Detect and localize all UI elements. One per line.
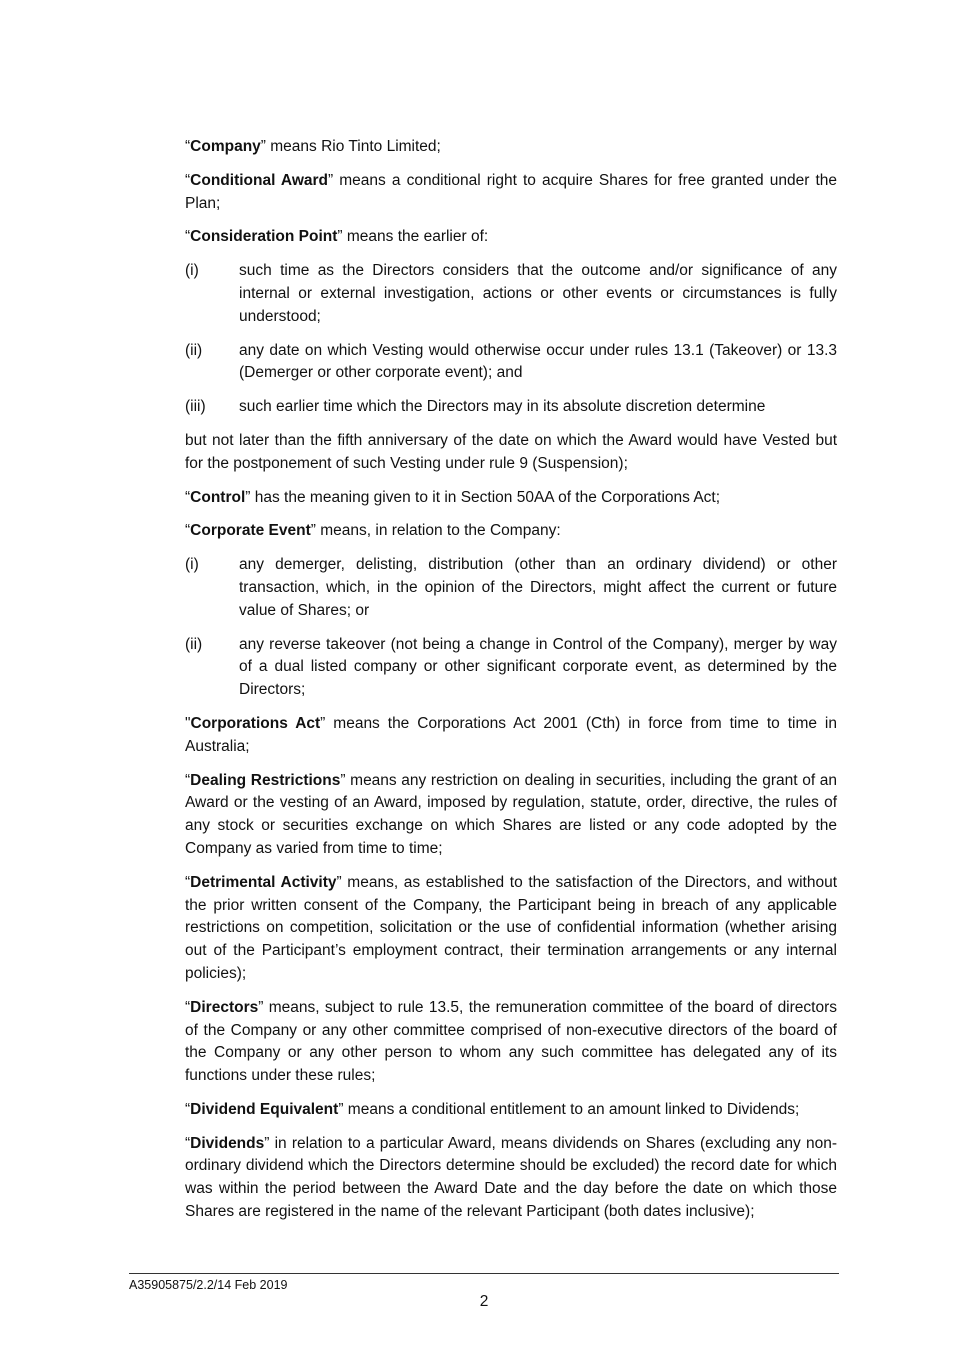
list-item bbox=[185, 260, 837, 328]
term: Consideration Point bbox=[190, 228, 338, 246]
definition-dealing-restrictions: “Dealing Restrictions” means any restriction on dealing in securities, including the grant of an Award or the vesting of an Award, imposed by regulation, statute, order, directive, the rules of any stock or securities exchange on which Shares are listed or any code adopted by the Company as varied from time to time; bbox=[185, 771, 837, 857]
list-text: any date on which Vesting would otherwise occur under rules 13.1 (Takeover) or 13.3 (Demerger or other corporate event); and bbox=[239, 341, 837, 382]
term: Corporations Act bbox=[190, 714, 321, 732]
definition-directors: “Directors” means, subject to rule 13.5, the remuneration committee of the board of directors of the Company or any other committee comprised of non-executive directors of the board of the Company or any other person to whom any such committee has delegated any of its functions under these rules; bbox=[185, 998, 837, 1085]
list-number: (i) bbox=[185, 556, 199, 574]
definition-corporate-event: “Corporate Event” means, in relation to the Company: bbox=[185, 522, 561, 540]
definition-dividend-equivalent: “Dividend Equivalent” means a conditional entitlement to an amount linked to Dividends; bbox=[185, 1100, 800, 1118]
document-reference: A35905875/2.2/14 Feb 2019 bbox=[129, 1278, 288, 1292]
list-item bbox=[185, 634, 837, 702]
definition-conditional-award: “Conditional Award” means a conditional right to acquire Shares for free granted under the Plan; bbox=[185, 171, 838, 212]
term: Dealing Restrictions bbox=[190, 771, 341, 789]
term: Dividend Equivalent bbox=[190, 1100, 339, 1118]
term: Dividends bbox=[190, 1134, 265, 1152]
list-item bbox=[185, 340, 837, 386]
definition-company: “Company” means Rio Tinto Limited; bbox=[185, 138, 441, 155]
list-text: such earlier time which the Directors may in its absolute discretion determine bbox=[239, 398, 766, 416]
page-number: 2 bbox=[479, 1293, 489, 1310]
term: Control bbox=[190, 488, 246, 506]
term: Conditional Award bbox=[190, 171, 329, 189]
list-number: (iii) bbox=[185, 398, 206, 416]
list-number: (ii) bbox=[185, 341, 203, 359]
term: Detrimental Activity bbox=[190, 873, 337, 891]
definition-corporations-act: "Corporations Act” means the Corporations Act 2001 (Cth) in force from time to time in Australia; bbox=[185, 714, 837, 755]
definition-control: “Control” has the meaning given to it in Section 50AA of the Corporations Act; bbox=[185, 488, 721, 506]
consideration-tail: but not later than the fifth anniversary of the date on which the Award would have Vested but for the postponement of such Vesting under rule 9 (Suspension); bbox=[185, 431, 837, 472]
list-text: any reverse takeover (not being a change in Control of the Company), merger by way of a dual listed company or other significant corporate event, as determined by the Directors; bbox=[239, 635, 837, 699]
list-item bbox=[185, 554, 837, 622]
list-text: such time as the Directors considers that the outcome and/or significance of any internal or external investigation, actions or other events or circumstances is fully understood; bbox=[239, 262, 837, 325]
list-text: any demerger, delisting, distribution (other than an ordinary dividend) or other transaction, which, in the opinion of the Directors, might affect the current or future value of Shares; or bbox=[239, 556, 837, 619]
page-footer bbox=[129, 1273, 839, 1310]
term: Company bbox=[190, 138, 261, 155]
definition-detrimental-activity: “Detrimental Activity” means, as established to the satisfaction of the Directors, and without the prior written consent of the Company, the Participant being in breach of any applicable restrictions on competition, solicitation or the use of confidential information (whether arising out of the Participant’s employment contract, their termination arrangements or any internal policies); bbox=[185, 873, 837, 982]
term: Corporate Event bbox=[190, 522, 311, 540]
list-number: (i) bbox=[185, 262, 199, 280]
list-number: (ii) bbox=[185, 635, 203, 653]
list-item bbox=[185, 396, 837, 419]
definition-dividends: “Dividends” in relation to a particular Award, means dividends on Shares (excluding any non-ordinary dividend which the Directors determine should be excluded) the record date for which was within the period between the Award Date and the day before the date on which those Shares are registered in the name of the relevant Participant (both dates inclusive); bbox=[185, 1134, 837, 1221]
term: Directors bbox=[190, 998, 259, 1016]
document-body bbox=[185, 136, 837, 1235]
definition-consideration-point: “Consideration Point” means the earlier of: bbox=[185, 228, 489, 246]
